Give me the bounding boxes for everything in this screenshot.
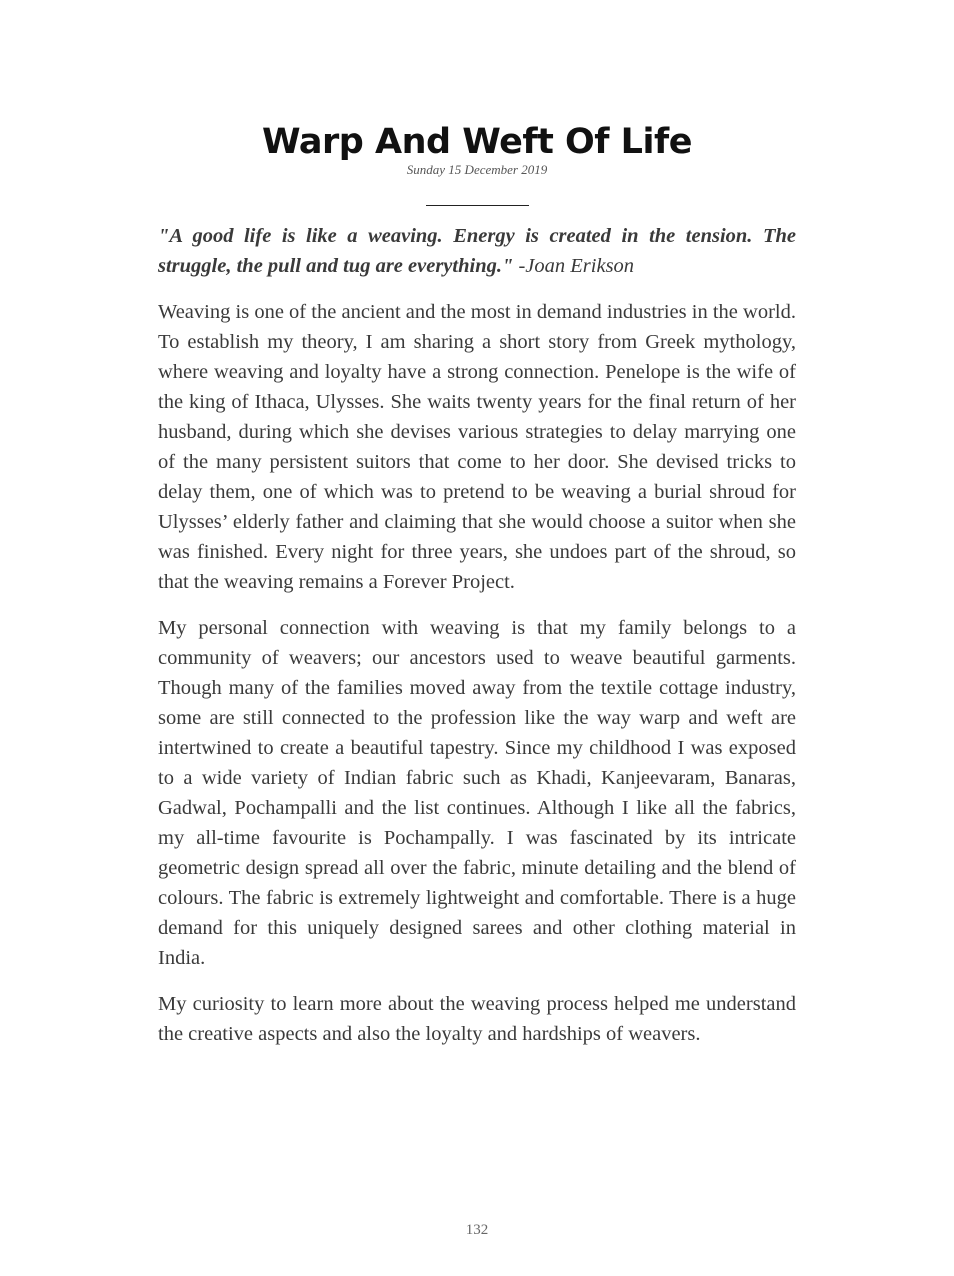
page-title: Warp And Weft Of Life [262, 122, 692, 162]
publish-date: Sunday 15 December 2019 [406, 162, 548, 177]
divider [426, 205, 529, 206]
quote-attribution: -Joan Erikson [513, 255, 635, 277]
epigraph-quote [158, 221, 796, 281]
paragraph: Weaving is one of the ancient and the most in demand industries in the world. To establish my theory, I am sharing a short story from Greek mythology, where weaving and loyalty have a strong connection. Penelope is the wife of the king of Ithaca, Ulysses. She waits twenty years for the final return of her husband, during which she devises various strategies to delay marrying one of the many persistent suitors that come to her door. She devised tricks to delay them, one of which was to pretend to be weaving a burial shroud for Ulysses’ elderly father and claiming that she would choose a suitor when she was finished. Every night for three years, she undoes part of the shroud, so that the weaving remains a Forever Project. [158, 301, 796, 593]
paragraph: My personal connection with weaving is that my family belongs to a community of weavers; our ancestors used to weave beautiful garments. Though many of the families moved away from the textile cottage industry, some are still connected to the profession like the way warp and weft are intertwined to create a beautiful tapestry. Since my childhood I was exposed to a wide variety of Indian fabric such as Khadi, Kanjeevaram, Banaras, Gadwal, Pochampalli and the list continues. Although I like all the fabrics, my all-time favourite is Pochampally. I was fascinated by its intricate geometric design spread all over the fabric, minute detailing and the blend of colours. The fabric is extremely lightweight and comfortable. There is a huge demand for this uniquely designed sarees and other clothing material in India. [158, 617, 796, 969]
paragraph: My curiosity to learn more about the weaving process helped me understand the creative aspects and also the loyalty and hardships of weavers. [158, 993, 796, 1045]
article [158, 118, 796, 1049]
quote-text: "A good life is like a weaving. Energy is created in the tension. The struggle, the pull and tug are everything." [158, 225, 796, 277]
page-number: 132 [465, 1222, 489, 1238]
